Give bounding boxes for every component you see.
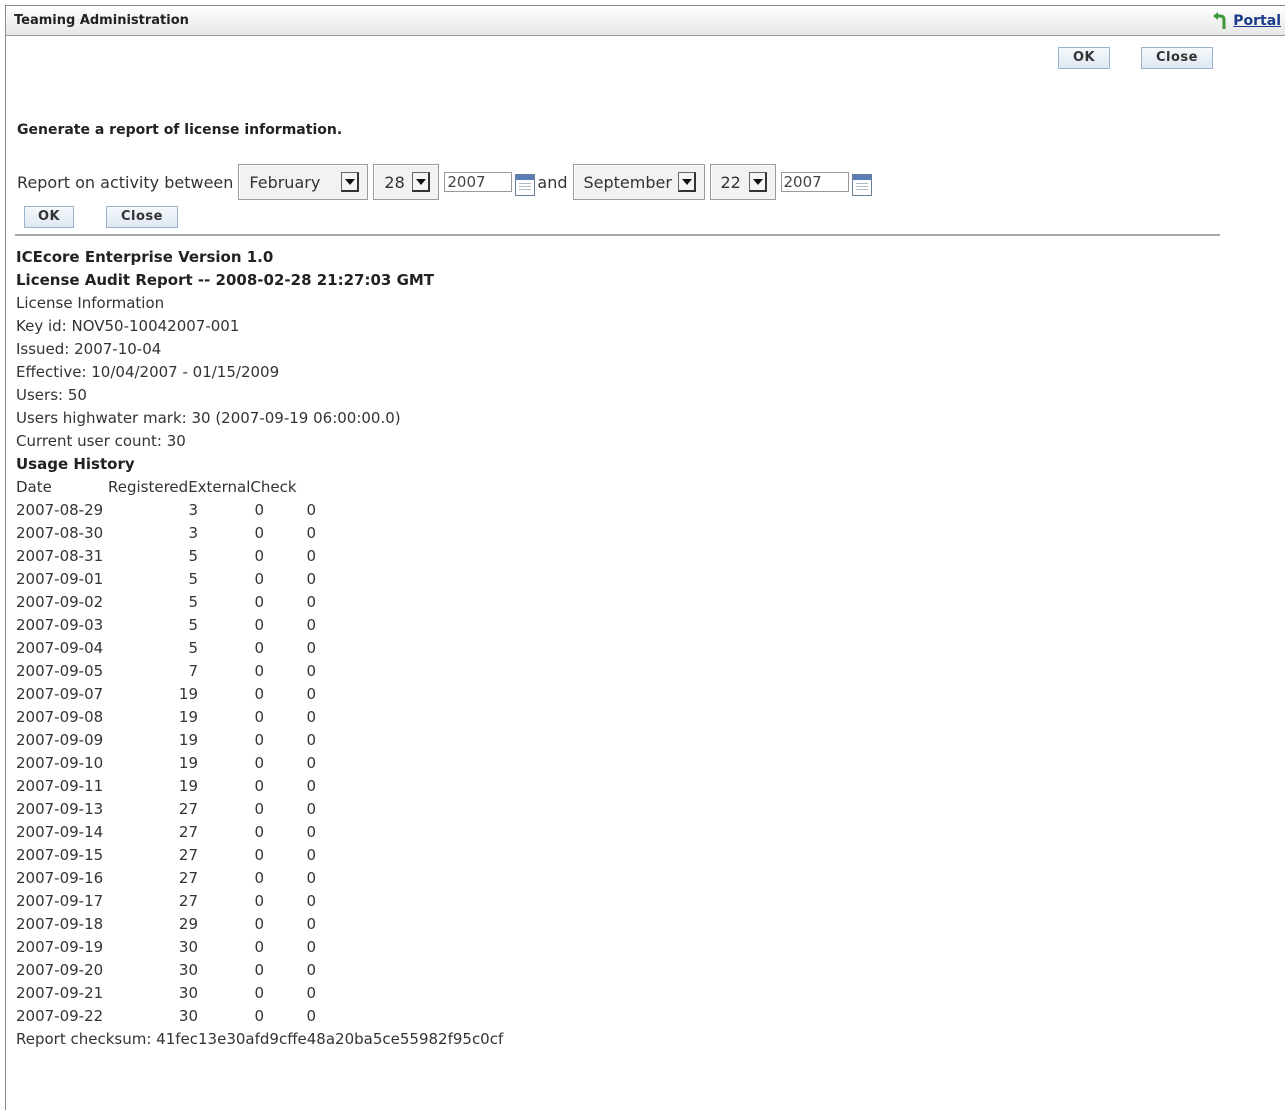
table-row	[16, 775, 503, 798]
license-report	[16, 246, 503, 1051]
table-row	[16, 959, 503, 982]
page-heading: Generate a report of license information.	[17, 122, 343, 138]
table-cell: 0	[306, 846, 316, 864]
table-cell: 0	[306, 915, 316, 933]
table-cell: 2007-09-07	[16, 685, 104, 703]
table-row	[16, 683, 503, 706]
table-cell: 19	[178, 731, 198, 749]
table-cell: 0	[254, 708, 264, 726]
table-cell: 2007-09-11	[16, 777, 104, 795]
and-label: and	[537, 172, 568, 192]
table-cell: 7	[188, 662, 198, 680]
table-cell: 0	[306, 547, 316, 565]
report-range-row	[17, 163, 872, 201]
top-close-button[interactable]: Close	[1141, 47, 1213, 69]
table-cell: 0	[306, 501, 316, 519]
table-cell: 0	[254, 685, 264, 703]
users-limit: Users: 50	[16, 386, 87, 404]
table-cell: 0	[306, 961, 316, 979]
table-cell: 0	[254, 639, 264, 657]
table-cell: 2007-09-10	[16, 754, 104, 772]
table-cell: 0	[254, 731, 264, 749]
start-month-value: February	[249, 172, 321, 192]
table-cell: 2007-09-14	[16, 823, 104, 841]
table-row	[16, 798, 503, 821]
chevron-down-icon	[341, 172, 359, 192]
table-cell: 2007-09-21	[16, 984, 104, 1002]
end-year-input[interactable]: 2007	[781, 172, 849, 192]
window-title: Teaming Administration	[14, 13, 189, 28]
table-row	[16, 890, 503, 913]
end-month-value: September	[583, 172, 672, 192]
bottom-close-button[interactable]: Close	[106, 206, 178, 228]
table-cell: 2007-09-19	[16, 938, 104, 956]
report-range-label: Report on activity between	[17, 172, 234, 192]
table-cell: 0	[254, 777, 264, 795]
table-row	[16, 844, 503, 867]
audit-title: License Audit Report -- 2008-02-28 21:27:03 GMT	[16, 271, 435, 289]
section-divider	[15, 234, 1220, 236]
table-cell: 2007-08-30	[16, 524, 104, 542]
table-cell: 2007-09-03	[16, 616, 104, 634]
table-cell: 0	[254, 593, 264, 611]
title-bar	[6, 6, 1285, 36]
usage-header-registered: Registered	[108, 478, 189, 496]
users-highwater: Users highwater mark: 30 (2007-09-19 06:00:00.0)	[16, 409, 401, 427]
table-row	[16, 568, 503, 591]
table-cell: 0	[254, 961, 264, 979]
table-cell: 0	[254, 524, 264, 542]
table-cell: 3	[188, 501, 198, 519]
table-cell: 0	[306, 616, 316, 634]
table-cell: 19	[178, 754, 198, 772]
table-cell: 27	[178, 800, 198, 818]
table-cell: 30	[178, 984, 198, 1002]
table-cell: 30	[178, 938, 198, 956]
end-day-select[interactable]	[710, 164, 776, 200]
chevron-down-icon	[749, 172, 767, 192]
table-row	[16, 867, 503, 890]
table-cell: 2007-09-08	[16, 708, 104, 726]
table-cell: 27	[178, 846, 198, 864]
table-cell: 0	[306, 984, 316, 1002]
table-cell: 2007-09-22	[16, 1007, 104, 1025]
table-row	[16, 913, 503, 936]
calendar-icon[interactable]	[852, 174, 872, 196]
table-cell: 29	[178, 915, 198, 933]
current-user-count: Current user count: 30	[16, 432, 186, 450]
portal-link[interactable]: Portal	[1233, 13, 1281, 29]
issued-date: Issued: 2007-10-04	[16, 340, 162, 358]
table-cell: 0	[254, 800, 264, 818]
table-cell: 2007-09-04	[16, 639, 104, 657]
key-id: Key id: NOV50-10042007-001	[16, 317, 240, 335]
effective-dates: Effective: 10/04/2007 - 01/15/2009	[16, 363, 280, 381]
table-cell: 0	[306, 639, 316, 657]
table-cell: 30	[178, 1007, 198, 1025]
table-cell: 0	[306, 823, 316, 841]
table-cell: 0	[306, 892, 316, 910]
table-cell: 0	[254, 915, 264, 933]
table-row	[16, 637, 503, 660]
table-cell: 27	[178, 892, 198, 910]
table-cell: 2007-09-01	[16, 570, 104, 588]
table-cell: 0	[306, 800, 316, 818]
table-cell: 0	[254, 823, 264, 841]
end-month-select[interactable]	[573, 164, 705, 200]
table-row	[16, 522, 503, 545]
usage-header-row	[16, 476, 503, 499]
table-cell: 0	[306, 570, 316, 588]
table-cell: 0	[254, 984, 264, 1002]
table-cell: 19	[178, 685, 198, 703]
table-cell: 0	[306, 1007, 316, 1025]
table-row	[16, 982, 503, 1005]
report-checksum: Report checksum: 41fec13e30afd9cffe48a20ba5ce55982f95c0cf	[16, 1030, 504, 1048]
usage-header-date: Date	[16, 478, 52, 496]
table-cell: 2007-09-15	[16, 846, 104, 864]
portal-link-group[interactable]	[1211, 11, 1281, 31]
start-day-value: 28	[384, 172, 405, 192]
table-cell: 2007-09-17	[16, 892, 104, 910]
usage-history-title: Usage History	[16, 455, 135, 473]
table-row	[16, 752, 503, 775]
start-day-select[interactable]	[373, 164, 439, 200]
table-cell: 3	[188, 524, 198, 542]
table-cell: 0	[306, 754, 316, 772]
table-cell: 2007-09-02	[16, 593, 104, 611]
table-cell: 0	[254, 570, 264, 588]
table-cell: 0	[306, 869, 316, 887]
usage-header-check: Check	[250, 478, 297, 496]
table-cell: 27	[178, 823, 198, 841]
return-arrow-icon	[1211, 11, 1229, 31]
table-cell: 0	[306, 731, 316, 749]
start-year-input[interactable]: 2007	[444, 172, 512, 192]
table-cell: 0	[254, 892, 264, 910]
table-cell: 2007-08-31	[16, 547, 104, 565]
usage-rows	[16, 499, 503, 1028]
table-row	[16, 821, 503, 844]
table-cell: 0	[306, 708, 316, 726]
table-row	[16, 614, 503, 637]
table-cell: 0	[306, 524, 316, 542]
table-row	[16, 706, 503, 729]
table-row	[16, 1005, 503, 1028]
table-cell: 2007-09-09	[16, 731, 104, 749]
table-cell: 30	[178, 961, 198, 979]
calendar-icon[interactable]	[515, 174, 535, 196]
chevron-down-icon	[678, 172, 696, 192]
table-cell: 0	[254, 547, 264, 565]
table-cell: 5	[188, 570, 198, 588]
table-cell: 0	[254, 1007, 264, 1025]
table-row	[16, 591, 503, 614]
table-cell: 0	[306, 777, 316, 795]
table-cell: 2007-09-05	[16, 662, 104, 680]
bottom-ok-button[interactable]: OK	[24, 206, 74, 228]
table-cell: 0	[306, 685, 316, 703]
table-cell: 0	[254, 754, 264, 772]
table-cell: 0	[254, 662, 264, 680]
end-day-value: 22	[720, 172, 741, 192]
table-cell: 0	[306, 938, 316, 956]
table-cell: 2007-09-16	[16, 869, 104, 887]
table-row	[16, 729, 503, 752]
license-section-title: License Information	[16, 294, 165, 312]
table-cell: 0	[306, 662, 316, 680]
top-ok-button[interactable]: OK	[1058, 47, 1110, 69]
table-cell: 0	[254, 869, 264, 887]
table-cell: 0	[254, 846, 264, 864]
chevron-down-icon	[412, 172, 430, 192]
table-cell: 5	[188, 593, 198, 611]
table-cell: 0	[306, 593, 316, 611]
table-cell: 2007-09-13	[16, 800, 104, 818]
table-row	[16, 499, 503, 522]
table-cell: 5	[188, 616, 198, 634]
table-cell: 0	[254, 616, 264, 634]
table-row	[16, 936, 503, 959]
usage-header-external: External	[188, 478, 251, 496]
table-cell: 5	[188, 639, 198, 657]
start-month-select[interactable]	[238, 164, 368, 200]
product-version: ICEcore Enterprise Version 1.0	[16, 248, 274, 266]
table-cell: 19	[178, 777, 198, 795]
table-cell: 2007-09-20	[16, 961, 104, 979]
table-row	[16, 545, 503, 568]
table-cell: 2007-09-18	[16, 915, 104, 933]
table-cell: 27	[178, 869, 198, 887]
table-cell: 5	[188, 547, 198, 565]
table-cell: 0	[254, 501, 264, 519]
table-cell: 0	[254, 938, 264, 956]
table-cell: 19	[178, 708, 198, 726]
table-cell: 2007-08-29	[16, 501, 104, 519]
table-row	[16, 660, 503, 683]
